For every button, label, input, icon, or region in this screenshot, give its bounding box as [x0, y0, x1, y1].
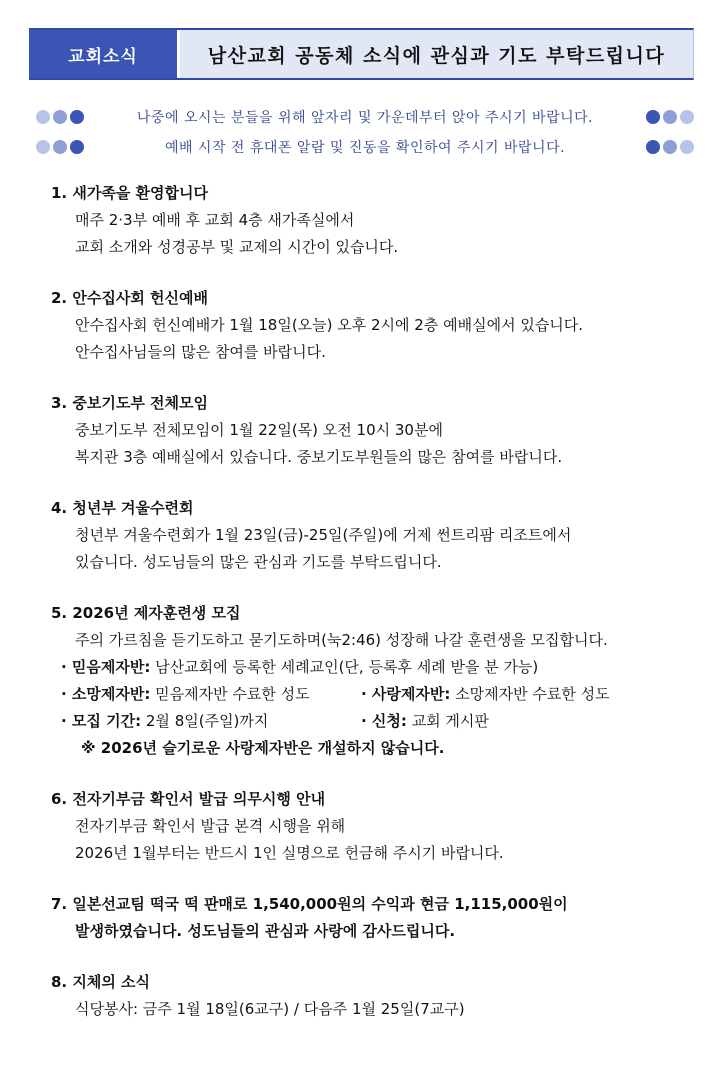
- list-item: [51, 708, 701, 735]
- dots-right-icon: [638, 140, 694, 154]
- section-line: 2026년 1월부터는 반드시 1인 실명으로 헌금해 주시기 바랍니다.: [75, 844, 504, 862]
- section-title: 1. 새가족을 환영합니다: [51, 184, 208, 202]
- item-label: · 모집 기간:: [61, 712, 142, 730]
- news-content: [51, 180, 701, 1047]
- section-line: 주의 가르침을 듣기도하고 묻기도하며(눅2:46) 성장해 나갈 훈련생을 모집합니다.: [75, 631, 608, 649]
- header-title: 남산교회 공동체 소식에 관심과 기도 부탁드립니다: [180, 30, 693, 78]
- notice-row-1: [36, 105, 694, 129]
- header-label: 교회소식: [29, 30, 177, 78]
- item-label: · 신청:: [361, 712, 407, 730]
- section-line: 교회 소개와 성경공부 및 교제의 시간이 있습니다.: [75, 238, 399, 256]
- section-note: ※ 2026년 슬기로운 사랑제자반은 개설하지 않습니다.: [81, 739, 445, 757]
- section-line: 안수집사님들의 많은 참여를 바랍니다.: [75, 343, 326, 361]
- section-line: 있습니다. 성도님들의 많은 관심과 기도를 부탁드립니다.: [75, 553, 442, 571]
- section-donation-receipt: [51, 786, 701, 867]
- dots-left-icon: [36, 140, 92, 154]
- section-youth-retreat: [51, 495, 701, 576]
- section-japan-mission: [51, 891, 701, 945]
- notice-row-2: [36, 135, 694, 159]
- item-label: · 소망제자반:: [61, 685, 151, 703]
- section-intercession: [51, 390, 701, 471]
- item-value: 2월 8일(주일)까지: [145, 712, 269, 730]
- section-line: 복지관 3층 예배실에서 있습니다. 중보기도부원들의 많은 참여를 바랍니다.: [75, 448, 563, 466]
- list-item: [51, 681, 701, 708]
- item-value: 교회 게시판: [411, 712, 489, 730]
- section-title: 6. 전자기부금 확인서 발급 의무시행 안내: [51, 790, 326, 808]
- section-line: 안수집사회 헌신예배가 1월 18일(오늘) 오후 2시에 2층 예배실에서 있습니다.: [75, 316, 584, 334]
- section-line: 중보기도부 전체모임이 1월 22일(목) 오전 10시 30분에: [75, 421, 443, 439]
- list-item: [51, 654, 701, 681]
- item-value: 남산교회에 등록한 세례교인(단, 등록후 세례 받을 분 가능): [155, 658, 539, 676]
- section-title: 5. 2026년 제자훈련생 모집: [51, 604, 241, 622]
- section-title: 3. 중보기도부 전체모임: [51, 394, 208, 412]
- section-discipleship: [51, 600, 701, 762]
- section-line: 청년부 겨울수련회가 1월 23일(금)-25일(주일)에 거제 썬트리팜 리조트에서: [75, 526, 572, 544]
- section-title: 8. 지체의 소식: [51, 973, 151, 991]
- item-value: 믿음제자반 수료한 성도: [155, 685, 310, 703]
- item-value: 소망제자반 수료한 성도: [455, 685, 610, 703]
- item-label: · 사랑제자반:: [361, 685, 451, 703]
- item-label: · 믿음제자반:: [61, 658, 151, 676]
- section-line: 전자기부금 확인서 발급 본격 시행을 위해: [75, 817, 346, 835]
- section-title: 4. 청년부 겨울수련회: [51, 499, 194, 517]
- dots-right-icon: [638, 110, 694, 124]
- section-title: 2. 안수집사회 헌신예배: [51, 289, 208, 307]
- notice-text-2: 예배 시작 전 휴대폰 알람 및 진동을 확인하여 주시기 바랍니다.: [164, 140, 566, 156]
- section-member-news: [51, 969, 701, 1023]
- section-line: 발생하였습니다. 성도님들의 관심과 사랑에 감사드립니다.: [75, 922, 456, 940]
- section-line: 식당봉사: 금주 1월 18일(6교구) / 다음주 1월 25일(7교구): [75, 1000, 465, 1018]
- section-title: 7. 일본선교팀 떡국 떡 판매로 1,540,000원의 수익과 현금 1,115,000원이: [51, 895, 568, 913]
- notice-text-1: 나중에 오시는 분들을 위해 앞자리 및 가운데부터 앉아 주시기 바랍니다.: [136, 110, 594, 126]
- header-banner: [29, 28, 694, 80]
- section-new-family: [51, 180, 701, 261]
- dots-left-icon: [36, 110, 92, 124]
- section-line: 매주 2·3부 예배 후 교회 4층 새가족실에서: [75, 211, 355, 229]
- section-deacon-worship: [51, 285, 701, 366]
